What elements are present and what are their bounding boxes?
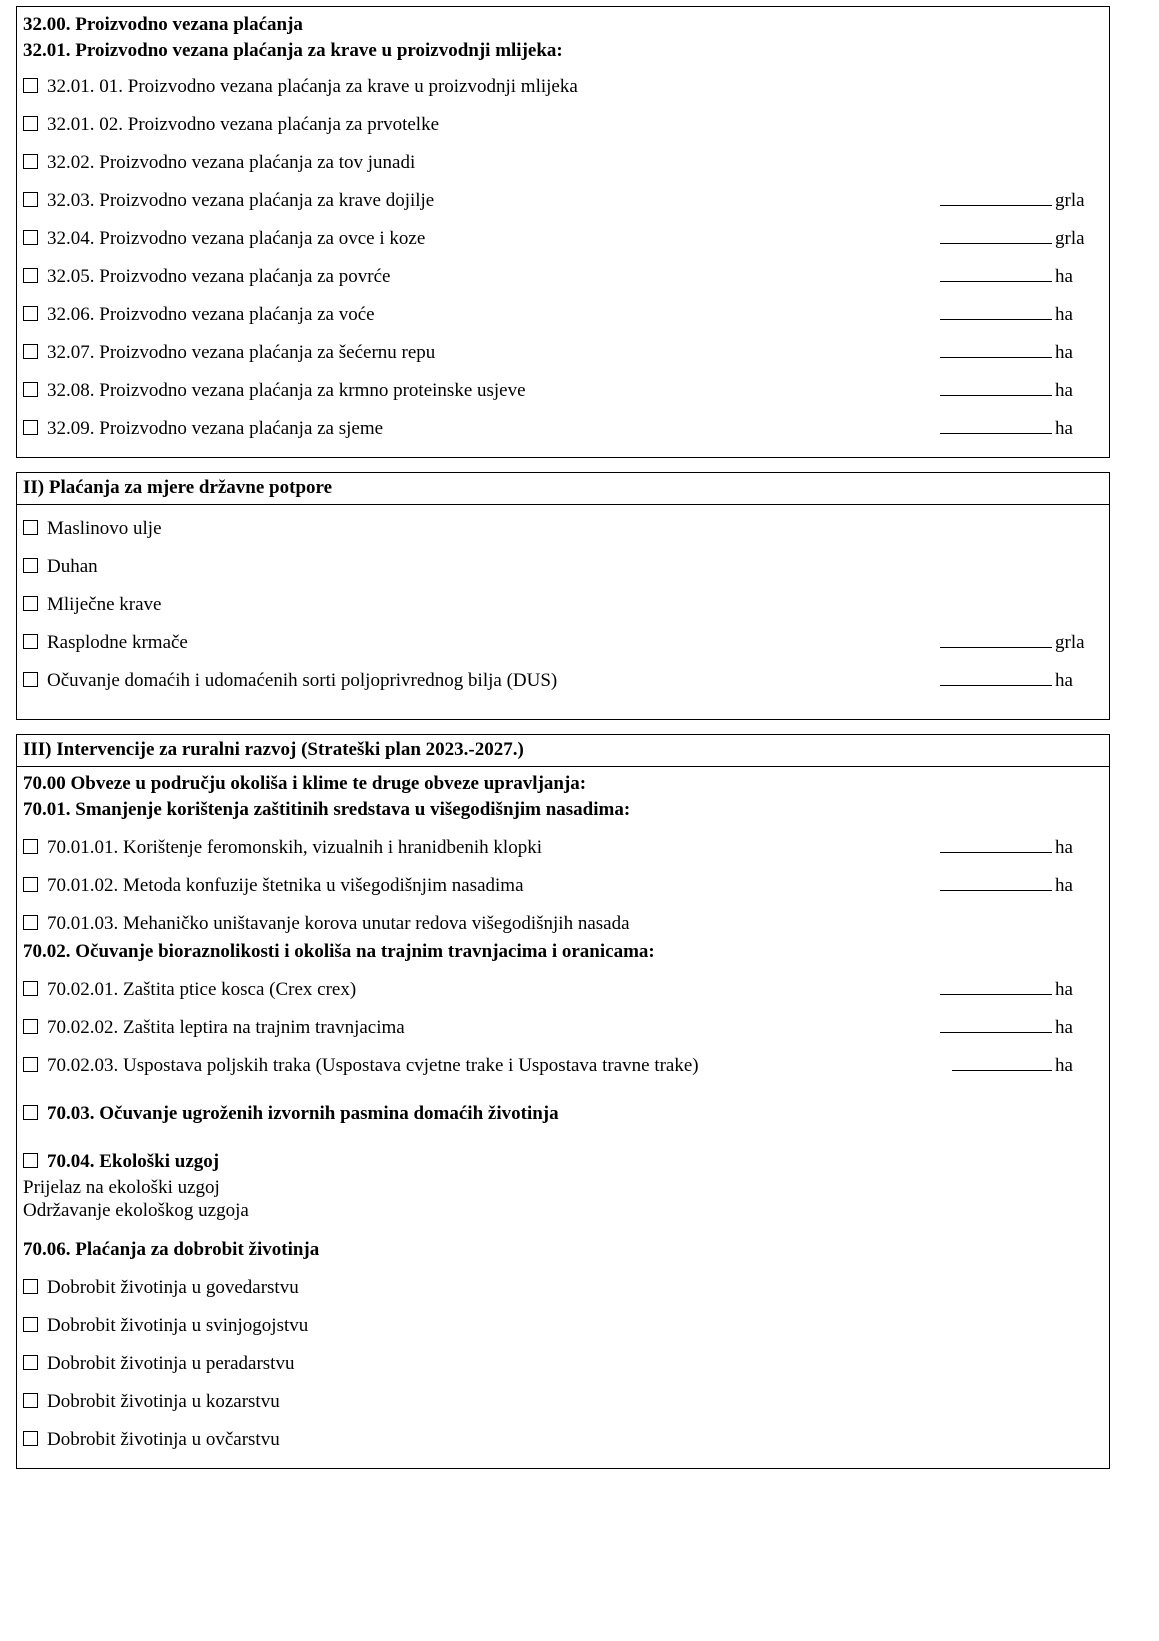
checkbox-32-01-02[interactable]	[23, 116, 38, 131]
checkbox-70-01-01[interactable]	[23, 839, 38, 854]
unit-label: ha	[1055, 380, 1073, 401]
checkbox-label: Dobrobit životinja u kozarstvu	[47, 1391, 280, 1412]
unit-wrap	[893, 669, 1093, 692]
checkbox-row[interactable]	[23, 1314, 1103, 1338]
checkbox-label: 70.01.01. Korištenje feromonskih, vizualnih i hranidbenih klopki	[47, 837, 542, 858]
checkbox-row[interactable]	[23, 555, 1103, 579]
checkbox-label: 32.09. Proizvodno vezana plaćanja za sjeme	[47, 418, 384, 439]
checkbox-row[interactable]	[23, 1390, 1103, 1414]
unit-wrap	[873, 978, 1093, 1001]
section-32-header-line2: 32.01. Proizvodno vezana plaćanja za krave u proizvodnji mlijeka:	[23, 40, 563, 61]
checkbox-32-02[interactable]	[23, 154, 38, 169]
checkbox-32-04[interactable]	[23, 230, 38, 245]
checkbox-mlijecne-krave[interactable]	[23, 596, 38, 611]
section-II-block	[16, 472, 1110, 720]
value-input-32-08[interactable]	[940, 380, 1052, 396]
checkbox-label: Maslinovo ulje	[47, 518, 162, 539]
unit-label: ha	[1055, 875, 1073, 896]
checkbox-row[interactable]	[23, 874, 1103, 898]
checkbox-label: 32.01. 02. Proizvodno vezana plaćanja za prvotelke	[47, 114, 439, 135]
value-input-32-03[interactable]	[940, 190, 1052, 206]
checkbox-label: Dobrobit životinja u ovčarstvu	[47, 1429, 280, 1450]
checkbox-row[interactable]	[23, 113, 1103, 137]
unit-wrap	[893, 1054, 1093, 1077]
unit-wrap	[893, 189, 1093, 212]
checkbox-32-08[interactable]	[23, 382, 38, 397]
checkbox-label: 70.02.02. Zaštita leptira na trajnim travnjacima	[47, 1017, 405, 1038]
checkbox-label: Dobrobit životinja u govedarstvu	[47, 1277, 299, 1298]
checkbox-label: 70.04. Ekološki uzgoj	[47, 1151, 220, 1172]
checkbox-label: Dobrobit životinja u peradarstvu	[47, 1353, 295, 1374]
unit-label: grla	[1055, 190, 1085, 211]
checkbox-32-03[interactable]	[23, 192, 38, 207]
checkbox-row[interactable]	[23, 303, 1103, 327]
value-input-70-01-02[interactable]	[940, 875, 1052, 891]
unit-label: ha	[1055, 304, 1073, 325]
checkbox-maslinovo-ulje[interactable]	[23, 520, 38, 535]
section-32-header-line1: 32.00. Proizvodno vezana plaćanja	[23, 14, 303, 35]
checkbox-32-05[interactable]	[23, 268, 38, 283]
checkbox-row[interactable]	[23, 1054, 1103, 1078]
checkbox-label: 70.02.03. Uspostava poljskih traka (Uspostava cvjetne trake i Uspostava travne trake)	[47, 1055, 699, 1076]
checkbox-label: 70.02.01. Zaštita ptice kosca (Crex crex)	[47, 979, 357, 1000]
checkbox-row[interactable]	[23, 1102, 1103, 1126]
section-II-header-row	[17, 473, 1109, 505]
checkbox-label: 32.06. Proizvodno vezana plaćanja za voće	[47, 304, 375, 325]
checkbox-label: 32.03. Proizvodno vezana plaćanja za krave dojilje	[47, 190, 435, 211]
checkbox-row[interactable]	[23, 75, 1103, 99]
checkbox-row[interactable]	[23, 1150, 1103, 1174]
checkbox-row[interactable]	[23, 417, 1103, 441]
unit-wrap	[873, 1016, 1093, 1039]
section-III-subheader-7002: 70.02. Očuvanje bioraznolikosti i okoliša na trajnim travnjacima i oranicama:	[23, 941, 655, 962]
checkbox-label: 32.08. Proizvodno vezana plaćanja za krmno proteinske usjeve	[47, 380, 526, 401]
unit-wrap	[893, 379, 1093, 402]
checkbox-label: 32.01. 01. Proizvodno vezana plaćanja za krave u proizvodnji mlijeka	[47, 76, 578, 97]
checkbox-dobrobit-svinjogojstvu[interactable]	[23, 1317, 38, 1332]
checkbox-row[interactable]	[23, 1428, 1103, 1452]
note-line-2: Održavanje ekološkog uzgoja	[23, 1200, 249, 1221]
value-input-32-06[interactable]	[940, 304, 1052, 320]
unit-wrap	[893, 417, 1093, 440]
checkbox-70-03[interactable]	[23, 1105, 38, 1120]
value-input-rasplodne-krmace[interactable]	[940, 632, 1052, 648]
section-III-subheader-7006: 70.06. Plaćanja za dobrobit životinja	[23, 1239, 320, 1260]
unit-label: ha	[1055, 670, 1073, 691]
checkbox-dobrobit-govedarstvu[interactable]	[23, 1279, 38, 1294]
checkbox-row[interactable]	[23, 379, 1103, 403]
checkbox-label: 70.01.02. Metoda konfuzije štetnika u višegodišnjim nasadima	[47, 875, 524, 896]
checkbox-label: Duhan	[47, 556, 98, 577]
checkbox-70-01-03[interactable]	[23, 915, 38, 930]
section-III-content	[17, 767, 1109, 1468]
value-input-dus[interactable]	[940, 670, 1052, 686]
value-input-32-07[interactable]	[940, 342, 1052, 358]
unit-wrap	[873, 836, 1093, 859]
checkbox-duhan[interactable]	[23, 558, 38, 573]
checkbox-32-06[interactable]	[23, 306, 38, 321]
checkbox-32-07[interactable]	[23, 344, 38, 359]
value-input-32-05[interactable]	[940, 266, 1052, 282]
section-II-content	[17, 505, 1109, 719]
unit-label: grla	[1055, 228, 1085, 249]
checkbox-row[interactable]	[23, 593, 1103, 617]
checkbox-row[interactable]	[23, 669, 1103, 693]
value-input-70-02-01[interactable]	[940, 979, 1052, 995]
checkbox-row[interactable]	[23, 1352, 1103, 1376]
value-input-32-04[interactable]	[940, 228, 1052, 244]
unit-label: grla	[1055, 632, 1085, 653]
value-input-70-02-03[interactable]	[952, 1055, 1052, 1071]
checkbox-32-09[interactable]	[23, 420, 38, 435]
checkbox-row[interactable]	[23, 1276, 1103, 1300]
section-III-block	[16, 734, 1110, 1469]
value-input-32-09[interactable]	[940, 418, 1052, 434]
checkbox-label: Rasplodne krmače	[47, 632, 188, 653]
checkbox-row[interactable]	[23, 265, 1103, 289]
checkbox-row[interactable]	[23, 631, 1103, 655]
section-III-subheader-line2: 70.01. Smanjenje korištenja zaštitinih sredstava u višegodišnjim nasadima:	[23, 799, 631, 820]
checkbox-dobrobit-ovcarstvu[interactable]	[23, 1431, 38, 1446]
unit-wrap	[893, 341, 1093, 364]
checkbox-row[interactable]	[23, 341, 1103, 365]
section-III-subheader-line1: 70.00 Obveze u području okoliša i klime te druge obveze upravljanja:	[23, 773, 587, 794]
checkbox-70-02-01[interactable]	[23, 981, 38, 996]
unit-label: ha	[1055, 1017, 1073, 1038]
checkbox-dobrobit-peradarstvu[interactable]	[23, 1355, 38, 1370]
checkbox-dus[interactable]	[23, 672, 38, 687]
checkbox-row[interactable]	[23, 517, 1103, 541]
checkbox-row[interactable]	[23, 189, 1103, 213]
unit-wrap	[893, 303, 1093, 326]
unit-label: ha	[1055, 266, 1073, 287]
checkbox-label: 32.02. Proizvodno vezana plaćanja za tov junadi	[47, 152, 416, 173]
section-III-header: III) Intervencije za ruralni razvoj (Strateški plan 2023.-2027.)	[23, 739, 524, 760]
section-III-header-row	[17, 735, 1109, 767]
checkbox-label: 70.01.03. Mehaničko uništavanje korova unutar redova višegodišnjih nasada	[47, 913, 630, 934]
checkbox-label: 32.05. Proizvodno vezana plaćanja za povrće	[47, 266, 391, 287]
checkbox-70-04[interactable]	[23, 1153, 38, 1168]
checkbox-row[interactable]	[23, 912, 1103, 936]
checkbox-label: Očuvanje domaćih i udomaćenih sorti poljoprivrednog bilja (DUS)	[47, 670, 558, 691]
value-input-70-02-02[interactable]	[940, 1017, 1052, 1033]
checkbox-rasplodne-krmace[interactable]	[23, 634, 38, 649]
checkbox-row[interactable]	[23, 836, 1103, 860]
checkbox-row[interactable]	[23, 978, 1103, 1002]
checkbox-row[interactable]	[23, 1016, 1103, 1040]
checkbox-70-02-02[interactable]	[23, 1019, 38, 1034]
note-line-1: Prijelaz na ekološki uzgoj	[23, 1177, 220, 1198]
unit-wrap	[873, 874, 1093, 897]
unit-label: ha	[1055, 979, 1073, 1000]
checkbox-label: Mliječne krave	[47, 594, 162, 615]
unit-label: ha	[1055, 342, 1073, 363]
section-32-block	[16, 6, 1110, 458]
checkbox-dobrobit-kozarstvu[interactable]	[23, 1393, 38, 1408]
checkbox-70-01-02[interactable]	[23, 877, 38, 892]
checkbox-label: 32.07. Proizvodno vezana plaćanja za šećernu repu	[47, 342, 436, 363]
section-32-content	[17, 7, 1109, 457]
value-input-70-01-01[interactable]	[940, 837, 1052, 853]
checkbox-row[interactable]	[23, 227, 1103, 251]
checkbox-70-02-03[interactable]	[23, 1057, 38, 1072]
unit-label: ha	[1055, 418, 1073, 439]
unit-wrap	[893, 227, 1093, 250]
checkbox-label: Dobrobit životinja u svinjogojstvu	[47, 1315, 309, 1336]
section-II-header: II) Plaćanja za mjere državne potpore	[23, 477, 333, 498]
checkbox-label: 70.03. Očuvanje ugroženih izvornih pasmina domaćih životinja	[47, 1103, 559, 1124]
unit-label: ha	[1055, 837, 1073, 858]
unit-wrap	[893, 631, 1093, 654]
unit-wrap	[893, 265, 1093, 288]
checkbox-label: 32.04. Proizvodno vezana plaćanja za ovce i koze	[47, 228, 426, 249]
checkbox-32-01-01[interactable]	[23, 78, 38, 93]
checkbox-row[interactable]	[23, 151, 1103, 175]
unit-label: ha	[1055, 1055, 1073, 1076]
